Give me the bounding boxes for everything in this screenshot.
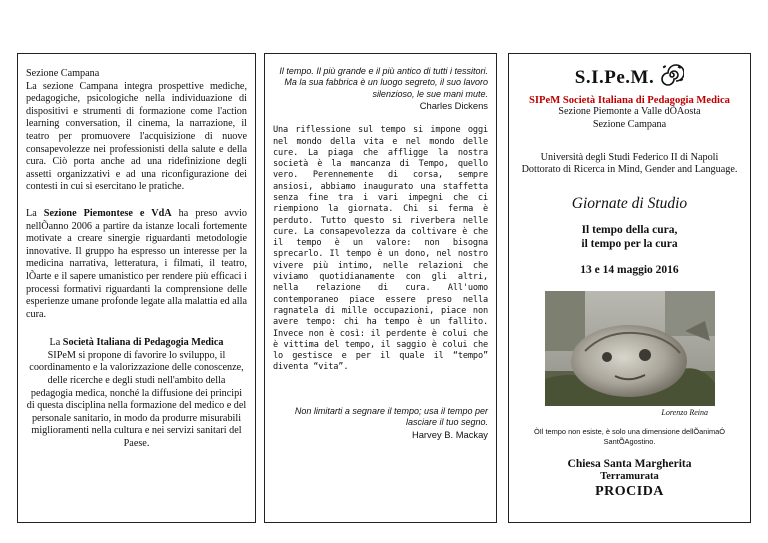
event-title: Giornate di Studio <box>571 195 688 213</box>
sipem-paragraph <box>26 337 247 450</box>
event-date: 13 e 14 maggio 2016 <box>580 264 679 277</box>
venue-island: PROCIDA <box>595 484 664 499</box>
mackay-quote: Non limitarti a segnare il tempo; usa il tempo per lasciare il tuo segno. <box>294 405 488 428</box>
section-campana-text: La sezione Campana integra prospettive mediche, pedagogiche, psicologiche nella individuazione di dispositivi e strumenti di formazione come l'action learning conversation, il cinema, la narrazione, il teatro per promuovere l'acquisizione di nuove consapevolezze nei professionisti della salute e della cura. Ciò porta anche ad una ridefinizione degli assetti organizzativi e ad una riconfigurazione dei contesti in cui si esercitano le pratiche. <box>26 80 247 193</box>
piemonte-intro: La <box>26 207 44 219</box>
sipem-logo <box>517 64 742 91</box>
agostino-quote-text: ÒIl tempo non esiste, è solo una dimensione dellÕanimaÓ <box>533 427 726 437</box>
logo-text: S.I.Pe.M. <box>574 66 655 88</box>
mackay-author: Harvey B. Mackay <box>411 428 488 440</box>
right-panel <box>508 53 751 523</box>
event-subtitle-2: il tempo per la cura <box>581 238 678 251</box>
sipem-intro: La <box>49 337 63 349</box>
sipem-bold: Società Italiana di Pedagogia Medica <box>62 337 224 349</box>
venue-church: Chiesa Santa Margherita <box>567 458 692 470</box>
spiral-logo-icon <box>660 64 684 91</box>
photo-caption: Lorenzo Reina <box>661 408 708 418</box>
piemonte-bold: Sezione Piemontese e VdA <box>43 207 172 219</box>
agostino-quote <box>517 427 742 446</box>
section-campana: Sezione Campana <box>592 118 667 130</box>
venue-area: Terramurata <box>600 471 659 482</box>
sipem-heading <box>26 337 247 350</box>
university-name: Università degli Studi Federico II di Napoli <box>540 151 719 163</box>
stone-sculpture-photo <box>545 291 715 406</box>
dickens-author: Charles Dickens <box>419 100 488 112</box>
event-subtitle-1: Il tempo della cura, <box>581 224 678 237</box>
section-piemonte: Sezione Piemonte a Valle dÕAosta <box>558 106 701 117</box>
section-campana-title: Sezione Campana <box>26 68 100 79</box>
sipem-text: SIPeM si propone di favorire lo sviluppo, il coordinamento e la valorizzazione delle conoscenze, delle ricerche e degli studi nell'ambito della pedagogia medica, nonché la diffusione dei principi di questa disciplina nella formazione del medico e del personale sanitario, in modo da produrre misurabili miglioramenti nella cultura e nei servizi sanitari del Paese. <box>26 349 247 450</box>
left-panel <box>17 53 256 523</box>
dickens-quote: Il tempo. Il più grande e il più antico di tutti i tessitori. Ma la sua fabbrica è un luogo segreto, il suo lavoro silenzioso, le sue mani mute. <box>279 66 488 99</box>
middle-panel <box>264 53 497 523</box>
org-name: SIPeM Società Italiana di Pedagogia Medica <box>529 95 730 106</box>
time-reflection-text: Una riflessione sul tempo si impone oggi nel mondo della vita e nel mondo delle cure. La piaga che affligge la nostra società è la mancanza di Tempo, quello vero. Perennemente di corsa, sempre ansiosi, abbiamo inaugurato una staffetta senza fine tra i vari impegni che ci riempiono la giornata. Chi si ferma è perduto. Tutto questo si riverbera nelle cure. La consapevolezza da coltivare è che il tempo è un valore: non bisogna sprecarlo. Il tempo è un dono, nel nostro vivere più intimo, nelle relazioni che viviamo quotidianamente con gli altri, nella relazione di cura. All'uomo contemporaneo piace essere preso nella ragnatela di mille occupazioni, piace non avere tempo: chi ha tempo è un fallito. Invece non è così: il perdente è colui che è vittima del tempo, il saggio è colui che lo gestisce e per il quale il “tempo” diventa “vita”. <box>273 125 488 373</box>
agostino-author: SantÕAgostino. <box>603 436 656 446</box>
section-piemonte-paragraph <box>26 208 247 321</box>
piemonte-text: ha preso avvio nellÕanno 2006 a partire da istanze locali fortemente motivate a creare sinergie riguardanti metodologie innovative. Il gruppo ha espresso un interesse per la medicina narrativa, letteratura, i filmati, il teatro, lÕarte e il sapere umanistico per rendere più efficaci i processi formativi riguardanti la comprensione delle esperienze umane profonde legate alla malattia ed alla cura. <box>26 207 247 320</box>
doctorate-name: Dottorato di Ricerca in Mind, Gender and Language. <box>521 164 738 176</box>
